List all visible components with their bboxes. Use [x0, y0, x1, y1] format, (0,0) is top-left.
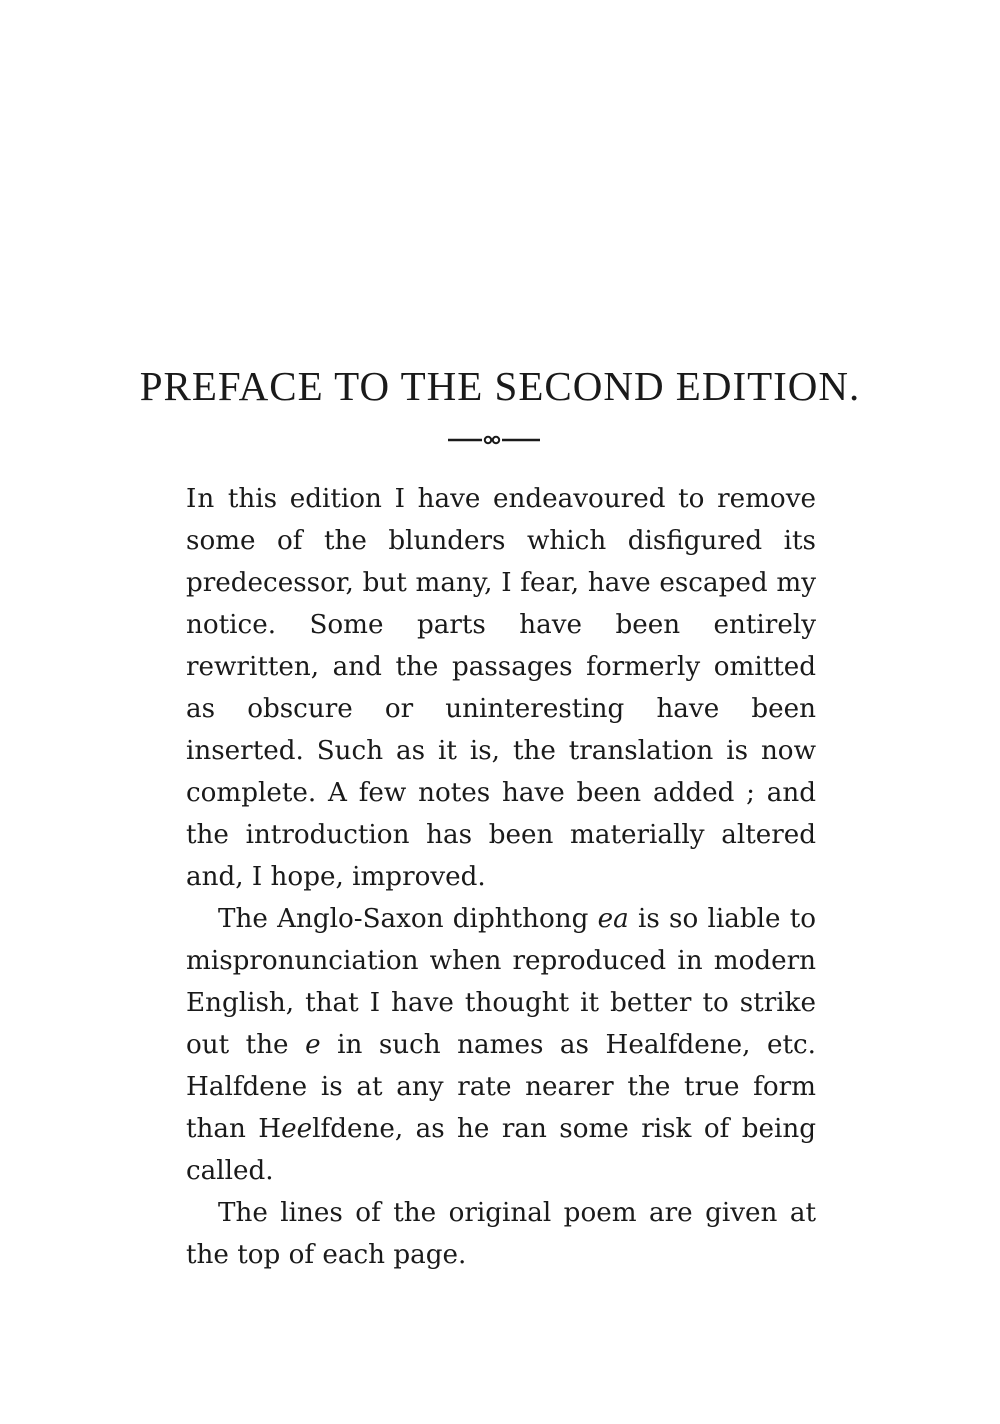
paragraph-2-italic-b: e [305, 1030, 321, 1060]
paragraph-2 [186, 898, 816, 1192]
ornament-divider-icon [446, 432, 542, 448]
paragraph-2-text-b: is so liable to mispronunciation when reproduced in modern English, that I have thought it better to strike out the [186, 904, 817, 1060]
paragraph-2-italic-a: ea [597, 904, 629, 934]
paragraph-2-text-c: in such names as Healfdene, etc. Halfdene is at any rate nearer the true form than H [186, 1030, 816, 1144]
paragraph-1-text: this edition I have endeavoured to remove some of the blunders which disfigured its predecessor, but many, I fear, have escaped my notice. Some parts have been entirely rewritten, and the passages formerly omitted as obscure or uninteresting have been inserted. Such as it is, the translation is now complete. A few notes have been added ; and the introduction has been materially altered and, I hope, improved. [186, 484, 816, 892]
paragraph-2-text-a: The Anglo-Saxon diphthong [218, 904, 598, 934]
paragraph-2-italic-c: ee [281, 1114, 313, 1144]
paragraph-3-text: The lines of the original poem are given at the top of each page. [186, 1198, 816, 1270]
drop-lead: In [186, 484, 216, 514]
paragraph-1 [186, 478, 816, 898]
page-title: PREFACE TO THE SECOND EDITION. [139, 363, 861, 409]
paragraph-3 [186, 1192, 816, 1276]
paragraph-2-text-d: lfdene, as he ran some risk of being called. [186, 1114, 816, 1186]
preface-body [186, 478, 816, 1276]
